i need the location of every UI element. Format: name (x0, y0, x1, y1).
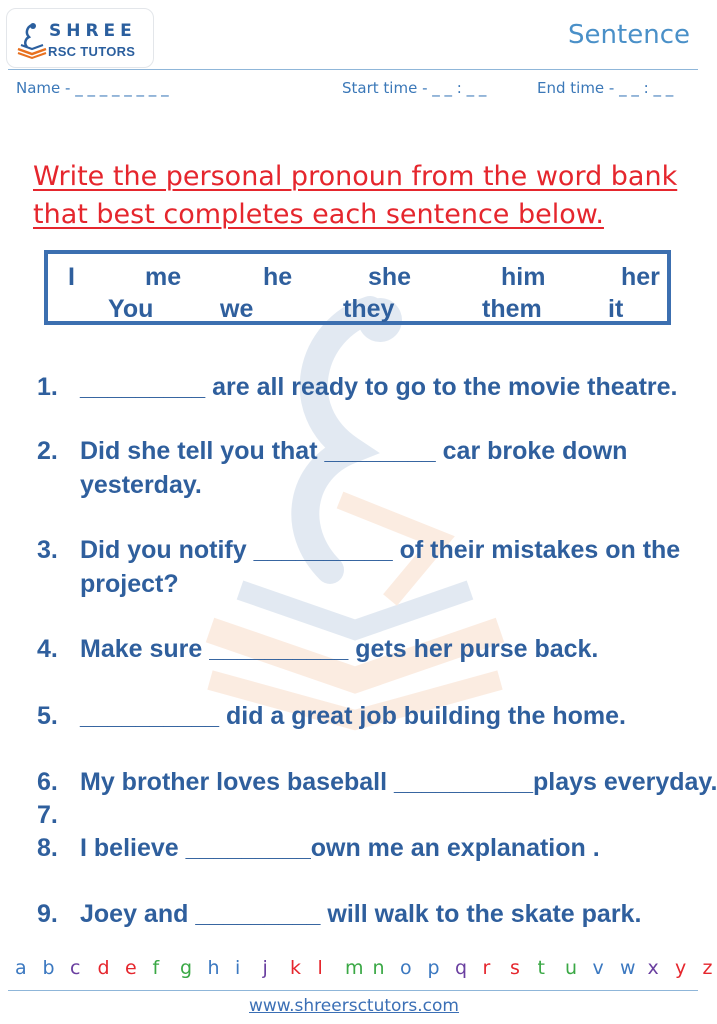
question-2 (37, 434, 627, 502)
word-bank-item: I (68, 263, 75, 291)
question-text: __________ did a great job building the home. (80, 702, 626, 730)
word-bank-item: You (108, 295, 154, 323)
word-bank-item: me (145, 263, 182, 291)
question-number: 4. (37, 635, 58, 663)
question-8 (37, 831, 600, 865)
alphabet-letter: h (207, 957, 220, 979)
instruction-text (33, 158, 683, 234)
alphabet-letter: v (592, 957, 604, 979)
question-number: 8. (37, 834, 58, 862)
header-divider (8, 69, 698, 70)
instruction-line-2: that best completes each sentence below. (33, 199, 604, 230)
alphabet-letter: s (510, 957, 520, 979)
alphabet-letter: g (180, 957, 193, 979)
footer-link[interactable]: www.shreersctutors.com (249, 996, 459, 1016)
alphabet-letter: l (317, 957, 323, 979)
question-number: 1. (37, 373, 58, 401)
name-field: Name - _ _ _ _ _ _ _ _ (16, 79, 169, 97)
question-7 (37, 798, 80, 832)
alphabet-letter: p (427, 957, 440, 979)
word-bank-item: we (220, 295, 254, 323)
question-number: 3. (37, 536, 58, 564)
word-bank-item: her (621, 263, 660, 291)
alphabet-letter: c (70, 957, 81, 979)
word-bank-item: it (608, 295, 624, 323)
alphabet-letter: x (647, 957, 659, 979)
question-3 (37, 533, 680, 601)
alphabet-letter: j (262, 957, 268, 979)
question-9 (37, 897, 641, 931)
question-number: 6. (37, 768, 58, 796)
question-text-cont: yesterday. (80, 471, 202, 499)
alphabet-letter: o (400, 957, 412, 979)
footer (0, 996, 708, 1016)
alphabet-letter: r (482, 957, 491, 979)
question-4 (37, 632, 598, 666)
word-bank-item: him (501, 263, 546, 291)
word-bank-item: she (368, 263, 412, 291)
question-text: Did you notify __________ of their mistakes on the (80, 536, 681, 564)
question-text: Make sure __________ gets her purse back. (80, 635, 599, 663)
word-bank-item: they (343, 295, 395, 323)
alphabet-letter: a (15, 957, 27, 979)
question-number: 2. (37, 437, 58, 465)
alphabet-letter: t (537, 957, 545, 979)
alphabet-letter: n (372, 957, 385, 979)
question-1 (37, 370, 678, 404)
start-time-field: Start time - _ _ : _ _ (342, 79, 487, 97)
word-bank (44, 250, 671, 325)
alphabet-letter: d (97, 957, 110, 979)
alphabet-letter: k (290, 957, 302, 979)
page-topic: Sentence (568, 20, 690, 50)
alphabet-letter: b (42, 957, 55, 979)
instruction-line-1: Write the personal pronoun from the word bank (33, 161, 678, 192)
word-bank-item: them (482, 295, 542, 323)
question-number: 5. (37, 702, 58, 730)
question-text: _________ are all ready to go to the movie theatre. (80, 373, 678, 401)
question-number: 7. (37, 801, 58, 829)
footer-divider (8, 990, 698, 991)
question-text: Joey and _________ will walk to the skate park. (80, 900, 642, 928)
brand-subtitle: RSC TUTORS (48, 44, 136, 59)
alphabet-letter: m (345, 957, 364, 979)
alphabet-letter: i (235, 957, 241, 979)
alphabet-letter: z (702, 957, 713, 979)
end-time-field: End time - _ _ : _ _ (537, 79, 674, 97)
question-text: I believe _________own me an explanation . (80, 834, 600, 862)
question-text-cont: project? (80, 570, 179, 598)
brand-logo (6, 8, 154, 68)
alphabet-letter: y (675, 957, 687, 979)
question-text: My brother loves baseball __________plays everyday. (80, 768, 717, 796)
question-number: 9. (37, 900, 58, 928)
question-text: Did she tell you that ________ car broke down (80, 437, 628, 465)
alphabet-letter: u (565, 957, 578, 979)
alphabet-letter: w (620, 957, 636, 979)
question-6 (37, 765, 717, 799)
alphabet-letter: f (152, 957, 160, 979)
word-bank-item: he (263, 263, 293, 291)
question-5 (37, 699, 626, 733)
alphabet-letter: q (455, 957, 468, 979)
alphabet-letter: e (125, 957, 137, 979)
logo-emblem-icon (15, 21, 49, 59)
brand-name: SHREE (49, 21, 137, 41)
